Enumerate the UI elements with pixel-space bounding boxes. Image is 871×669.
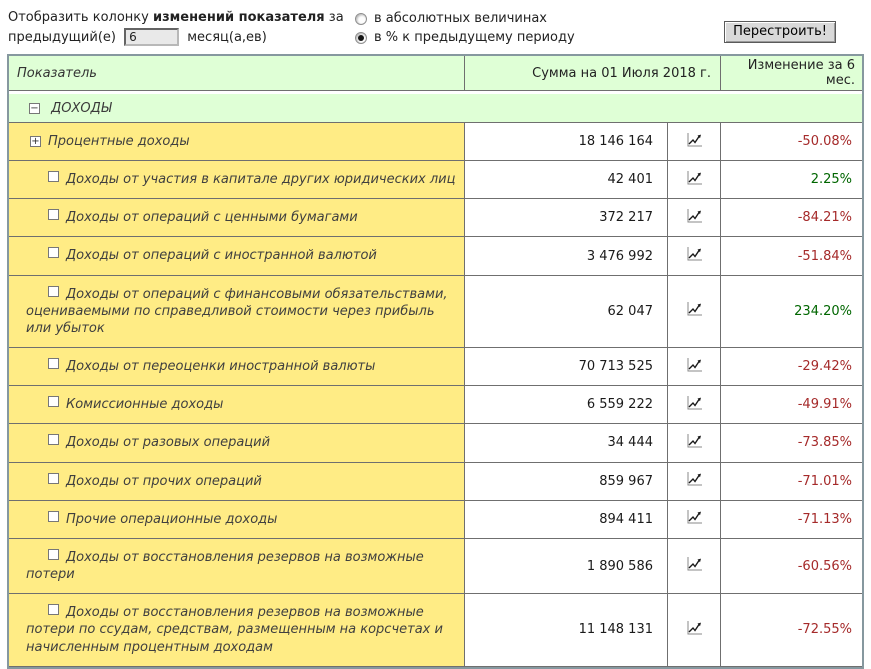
- radio-button-icon[interactable]: [355, 13, 367, 25]
- expand-plus-icon[interactable]: [48, 247, 59, 258]
- table-row: [9, 424, 862, 462]
- section-label: ДОХОДЫ: [51, 100, 112, 116]
- change-cell: -72.55%: [720, 594, 862, 666]
- chart-cell: [667, 348, 720, 386]
- line-chart-icon[interactable]: [685, 433, 704, 449]
- table-row: [9, 386, 862, 424]
- rebuild-button[interactable]: Перестроить!: [724, 21, 836, 43]
- line-chart-icon[interactable]: [685, 208, 704, 224]
- line-chart-icon[interactable]: [685, 395, 704, 411]
- table-row: [9, 199, 862, 237]
- table-row: [9, 237, 862, 275]
- indicator-cell[interactable]: [9, 594, 464, 666]
- value-cell: 894 411: [464, 501, 667, 539]
- line-chart-icon[interactable]: [685, 357, 704, 373]
- change-cell: -71.13%: [720, 501, 862, 539]
- indicator-label: Доходы от операций с ценными бумагами: [66, 210, 358, 226]
- change-cell: 2.25%: [720, 161, 862, 199]
- expand-plus-icon[interactable]: [48, 358, 59, 369]
- table-row: [9, 276, 862, 348]
- line-chart-icon[interactable]: [685, 471, 704, 487]
- line-chart-icon[interactable]: [685, 170, 704, 186]
- expand-plus-icon[interactable]: [48, 604, 59, 615]
- indicator-cell[interactable]: [9, 161, 464, 199]
- expand-plus-icon[interactable]: [48, 286, 59, 297]
- chart-cell: [667, 463, 720, 501]
- table-row: [9, 123, 862, 161]
- table-row: [9, 539, 862, 594]
- display-column-label: [8, 8, 355, 47]
- indicator-label: Прочие операционные доходы: [66, 511, 278, 527]
- chart-cell: [667, 594, 720, 666]
- indicator-label: Доходы от операций с иностранной валютой: [66, 248, 377, 264]
- indicators-table: [7, 54, 864, 669]
- expand-plus-icon[interactable]: [48, 473, 59, 484]
- change-cell: -29.42%: [720, 348, 862, 386]
- indicator-cell[interactable]: [9, 123, 464, 161]
- indicator-label: Доходы от переоценки иностранной валюты: [66, 359, 376, 375]
- indicator-label: Доходы от прочих операций: [66, 473, 262, 489]
- line-chart-icon[interactable]: [685, 620, 704, 636]
- chart-cell: [667, 501, 720, 539]
- table-row: [9, 594, 862, 666]
- indicator-label: Доходы от операций с финансовыми обязательствами, оцениваемыми по справедливой стоимости через прибыль или убыток: [26, 286, 448, 336]
- chart-cell: [667, 539, 720, 594]
- chart-cell: [667, 424, 720, 462]
- table-header-row: [9, 56, 862, 91]
- value-cell: 372 217: [464, 199, 667, 237]
- value-cell: 6 559 222: [464, 386, 667, 424]
- chart-cell: [667, 386, 720, 424]
- top-controls: [0, 0, 871, 52]
- expand-plus-icon[interactable]: [48, 549, 59, 560]
- header-indicator: Показатель: [9, 56, 464, 91]
- indicator-label: Доходы от разовых операций: [66, 435, 271, 451]
- value-cell: 70 713 525: [464, 348, 667, 386]
- table-row: [9, 348, 862, 386]
- label-line2-suffix: месяц(а,ев): [187, 29, 267, 45]
- label-part1: Отобразить колонку: [8, 10, 153, 25]
- value-cell: 34 444: [464, 424, 667, 462]
- line-chart-icon[interactable]: [685, 132, 704, 148]
- table-row: [9, 161, 862, 199]
- indicator-cell[interactable]: [9, 237, 464, 275]
- radio-option[interactable]: [355, 30, 575, 45]
- expand-plus-icon[interactable]: [48, 434, 59, 445]
- change-cell: -71.01%: [720, 463, 862, 501]
- value-cell: 1 890 586: [464, 539, 667, 594]
- expand-plus-icon[interactable]: [48, 396, 59, 407]
- change-cell: -49.91%: [720, 386, 862, 424]
- change-mode-radio-group: [355, 11, 575, 45]
- indicator-label: Доходы от восстановления резервов на возможные потери по ссудам, средствам, размещенным на корсчетах и начисленным процентным доходам: [26, 605, 443, 655]
- change-cell: -60.56%: [720, 539, 862, 594]
- label-line2-prefix: предыдущий(е): [8, 29, 116, 45]
- change-cell: 234.20%: [720, 276, 862, 348]
- indicator-cell[interactable]: [9, 463, 464, 501]
- indicator-cell[interactable]: [9, 501, 464, 539]
- line-chart-icon[interactable]: [685, 246, 704, 262]
- value-cell: 42 401: [464, 161, 667, 199]
- chart-cell: [667, 123, 720, 161]
- line-chart-icon[interactable]: [685, 301, 704, 317]
- radio-button-icon[interactable]: [355, 32, 367, 44]
- indicator-cell[interactable]: [9, 386, 464, 424]
- header-change: Изменение за 6 мес.: [720, 56, 862, 91]
- indicator-cell[interactable]: [9, 539, 464, 594]
- indicator-label: Доходы от участия в капитале других юридических лиц: [66, 172, 456, 188]
- expand-plus-icon[interactable]: [48, 171, 59, 182]
- chart-cell: [667, 199, 720, 237]
- label-bold: изменений показателя: [152, 10, 325, 25]
- table-row: [9, 463, 862, 501]
- indicator-label: Комиссионные доходы: [66, 397, 224, 413]
- chart-cell: [667, 276, 720, 348]
- change-cell: -73.85%: [720, 424, 862, 462]
- header-sum: Сумма на 01 Июля 2018 г.: [464, 56, 720, 91]
- value-cell: 3 476 992: [464, 237, 667, 275]
- section-row-dohody: [9, 94, 862, 123]
- chart-cell: [667, 237, 720, 275]
- label-part2: за: [324, 10, 344, 25]
- line-chart-icon[interactable]: [685, 556, 704, 572]
- change-cell: -51.84%: [720, 237, 862, 275]
- expand-plus-icon[interactable]: [48, 511, 59, 522]
- value-cell: 18 146 164: [464, 123, 667, 161]
- expand-plus-icon[interactable]: [48, 209, 59, 220]
- change-cell: -50.08%: [720, 123, 862, 161]
- indicator-cell[interactable]: [9, 424, 464, 462]
- indicator-cell[interactable]: [9, 199, 464, 237]
- indicator-label: Доходы от восстановления резервов на возможные потери: [26, 549, 424, 583]
- value-cell: 859 967: [464, 463, 667, 501]
- collapse-minus-icon[interactable]: −: [30, 102, 39, 114]
- value-cell: 62 047: [464, 276, 667, 348]
- value-cell: 11 148 131: [464, 594, 667, 666]
- radio-label: в абсолютных величинах: [374, 11, 547, 26]
- radio-option[interactable]: [355, 11, 575, 26]
- table-row: [9, 501, 862, 539]
- radio-label: в % к предыдущему периоду: [374, 30, 575, 45]
- months-input[interactable]: [124, 28, 179, 46]
- indicator-cell[interactable]: [9, 276, 464, 348]
- indicator-label: Процентные доходы: [48, 134, 190, 149]
- expand-plus-icon[interactable]: +: [31, 136, 40, 147]
- chart-cell: [667, 161, 720, 199]
- line-chart-icon[interactable]: [685, 509, 704, 525]
- indicator-cell[interactable]: [9, 348, 464, 386]
- change-cell: -84.21%: [720, 199, 862, 237]
